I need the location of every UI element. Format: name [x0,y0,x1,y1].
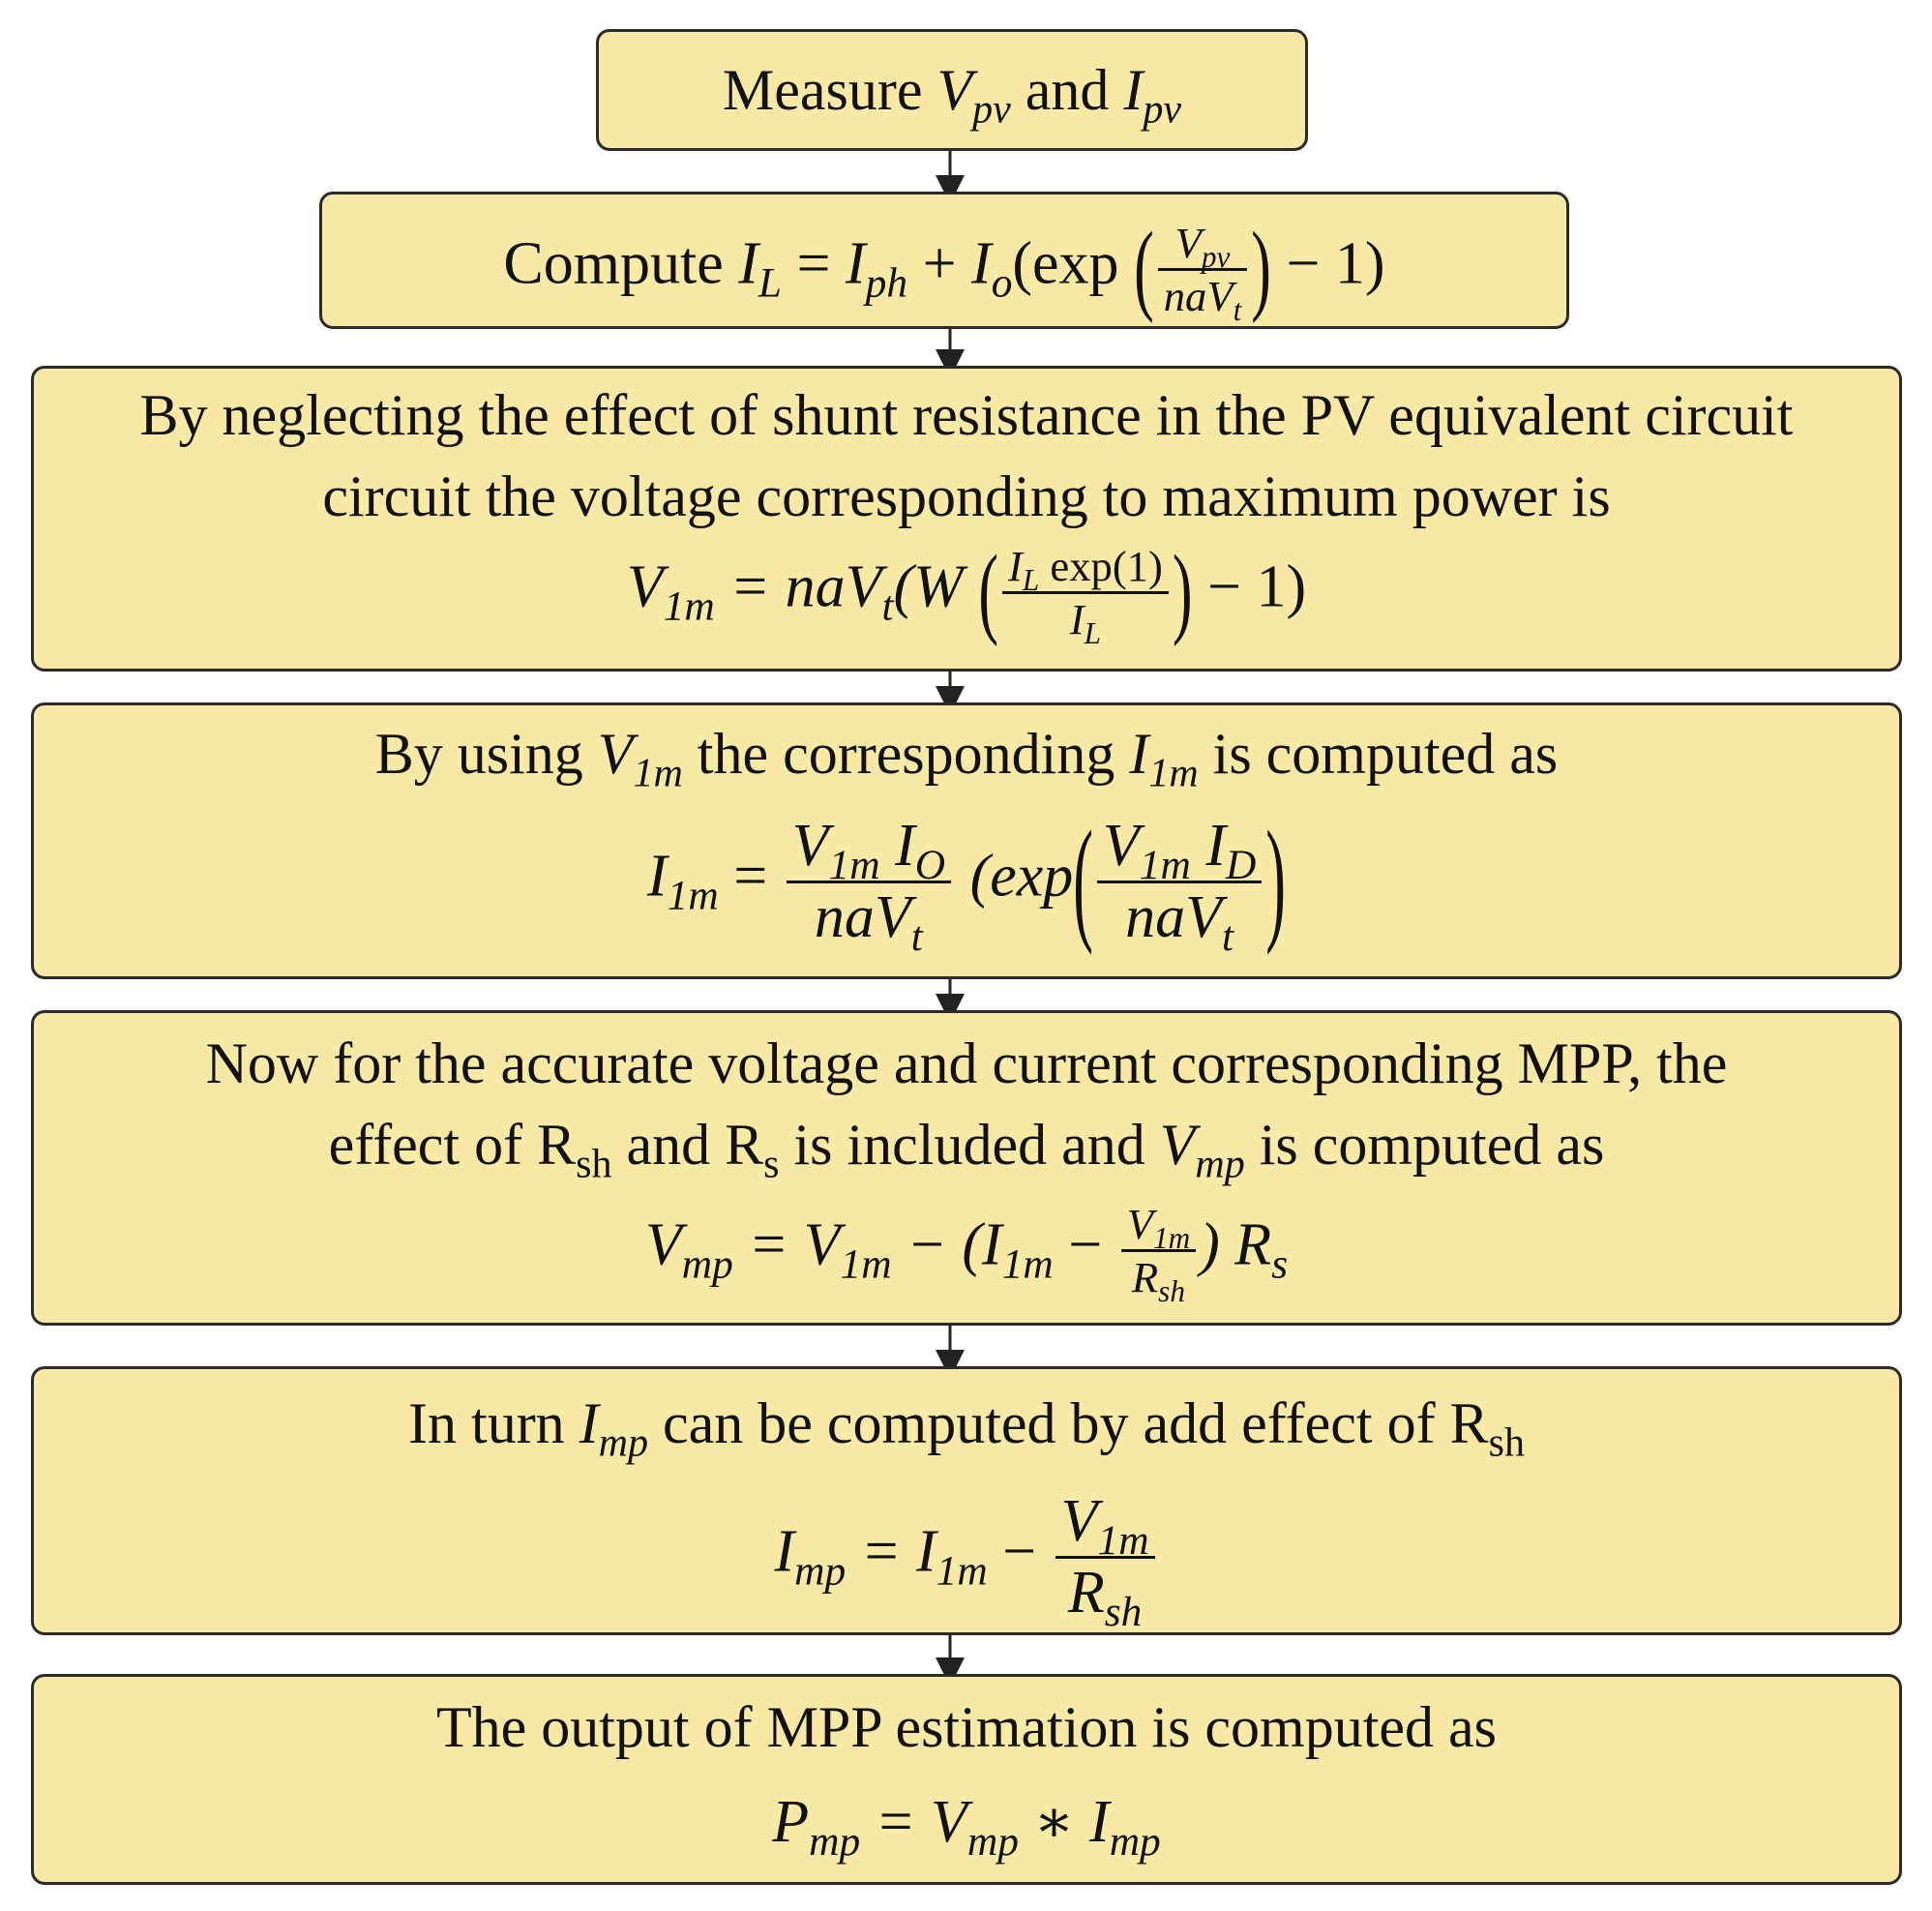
equation-vmp: $V_{mp} = V_{1m} - (I_{1m}$ − $\frac{V_{1m}}{R_{sh}}$ ) $R_s$ [644,1200,1289,1308]
step3-line2: circuit the voltage corresponding to maximum power is [322,464,1611,528]
step5-line2: effect of $R_{sh}$ and $R_s$ is included and $V_{mp}$ is computed as [328,1113,1605,1187]
step-compute-i1m [31,702,1902,979]
step3-line1: By neglecting the effect of shunt resistance in the PV equivalent circuit [139,383,1794,447]
step5-line1: Now for the accurate voltage and current corresponding MPP, the [205,1031,1728,1095]
step4-line1: By using $V_{1m}$ the corresponding $I_{1m}$ is computed as [374,722,1559,796]
compute-label: Compute [503,230,739,297]
step-compute-il: Compute $I_L = I_{ph} + I_o(\exp$ ( $\frac{V_{pv}}{naV_t}$ ) − 1) [319,192,1569,329]
fraction: $\frac{V_{1m} I_O}{naV_t}$ [787,812,951,952]
measure-text: Measure [722,58,937,122]
fraction: $\frac{V_{1m}}{R_{sh}}$ [1121,1199,1196,1302]
step7-line1: The output of MPP estimation is computed as [435,1695,1498,1759]
equation-v1m: $V_{1m} = naV_t(W$ ( $\frac{I_L \exp(1)}{I_L}$ ) − 1) [626,535,1307,650]
fraction: $\frac{V_{1m}}{R_{sh}}$ [1055,1487,1155,1627]
equation-imp: $I_{mp} = I_{1m}$ − $\frac{V_{1m}}{R_{sh}}$ [34,1487,1899,1627]
step-output-pmp [31,1674,1902,1885]
step-compute-imp [31,1366,1902,1635]
equation-pmp: $P_{mp} = V_{mp}$ ∗ $I_{mp}$ [772,1789,1161,1865]
fraction: $\frac{I_L \exp(1)}{I_L}$ [1002,541,1169,644]
equation-i1m: $I_{1m}$ = $\frac{V_{1m} I_O}{naV_t}$ (exp( $\frac{V_{1m} I_D}{naV_t}$ ) [647,805,1286,960]
fraction: $\frac{V_{pv}}{naV_t}$ [1158,218,1248,321]
step6-line1: In turn $I_{mp}$ can be computed by add effect of $R_{sh}$ [408,1391,1525,1466]
fraction: $\frac{V_{1m} I_D}{naV_t}$ [1097,812,1262,952]
step-compute-vmp [31,1010,1902,1326]
step-measure: Measure $V_{pv}$ and $I_{pv}$ [596,29,1308,151]
step-neglect-shunt [31,366,1902,672]
